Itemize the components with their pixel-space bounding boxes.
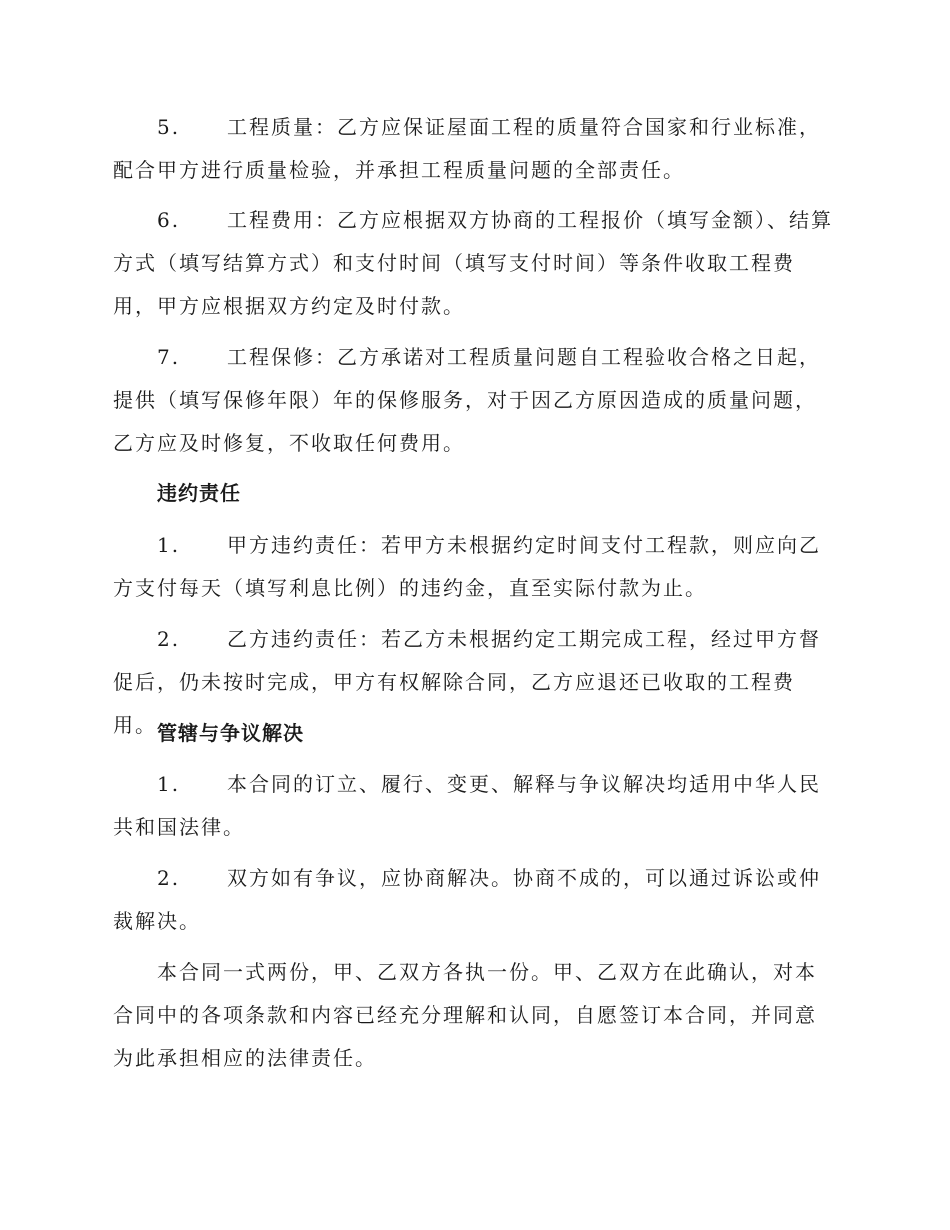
clause-number: 5. [157,115,181,139]
section-heading-breach: 违约责任 [157,481,241,505]
clause-text: 本合同的订立、履行、变更、解释与争议解决均适用中华人民共和国法律。 [113,772,821,839]
clause-text: 乙方违约责任：若乙方未根据约定工期完成工程，经过甲方督促后，仍未按时完成，甲方有权解除合同，乙方应退还已收取的工程费用。 [113,627,821,737]
clause-number: 1. [157,772,181,796]
clause-warranty [113,336,833,465]
closing-statement: 本合同一式两份，甲、乙双方各执一份。甲、乙双方在此确认，对本合同中的各项条款和内容已经充分理解和认同，自愿签订本合同，并同意为此承担相应的法律责任。 [113,960,817,1070]
clause-number: 6. [157,208,181,232]
clause-text: 工程保修：乙方承诺对工程质量问题自工程验收合格之日起，提供（填写保修年限）年的保修服务，对于因乙方原因造成的质量问题，乙方应及时修复，不收取任何费用。 [113,345,821,455]
section-heading-jurisdiction: 管辖与争议解决 [157,721,304,745]
clause-dispute-resolution [113,857,833,943]
clause-number: 2. [157,866,181,890]
clause-breach-party-a [113,524,833,610]
clause-number: 2. [157,627,181,651]
clause-governing-law [113,763,833,849]
clause-number: 1. [157,533,181,557]
clause-text: 双方如有争议，应协商解决。协商不成的，可以通过诉讼或仲裁解决。 [113,866,821,933]
clause-cost [113,199,833,328]
clause-text: 工程质量：乙方应保证屋面工程的质量符合国家和行业标准，配合甲方进行质量检验，并承担工程质量问题的全部责任。 [113,115,821,182]
clause-number: 7. [157,345,181,369]
clause-text: 甲方违约责任：若甲方未根据约定时间支付工程款，则应向乙方支付每天（填写利息比例）的违约金，直至实际付款为止。 [113,533,821,600]
clause-text: 工程费用：乙方应根据双方协商的工程报价（填写金额）、结算方式（填写结算方式）和支付时间（填写支付时间）等条件收取工程费用，甲方应根据双方约定及时付款。 [113,208,833,318]
clause-quality [113,106,833,192]
